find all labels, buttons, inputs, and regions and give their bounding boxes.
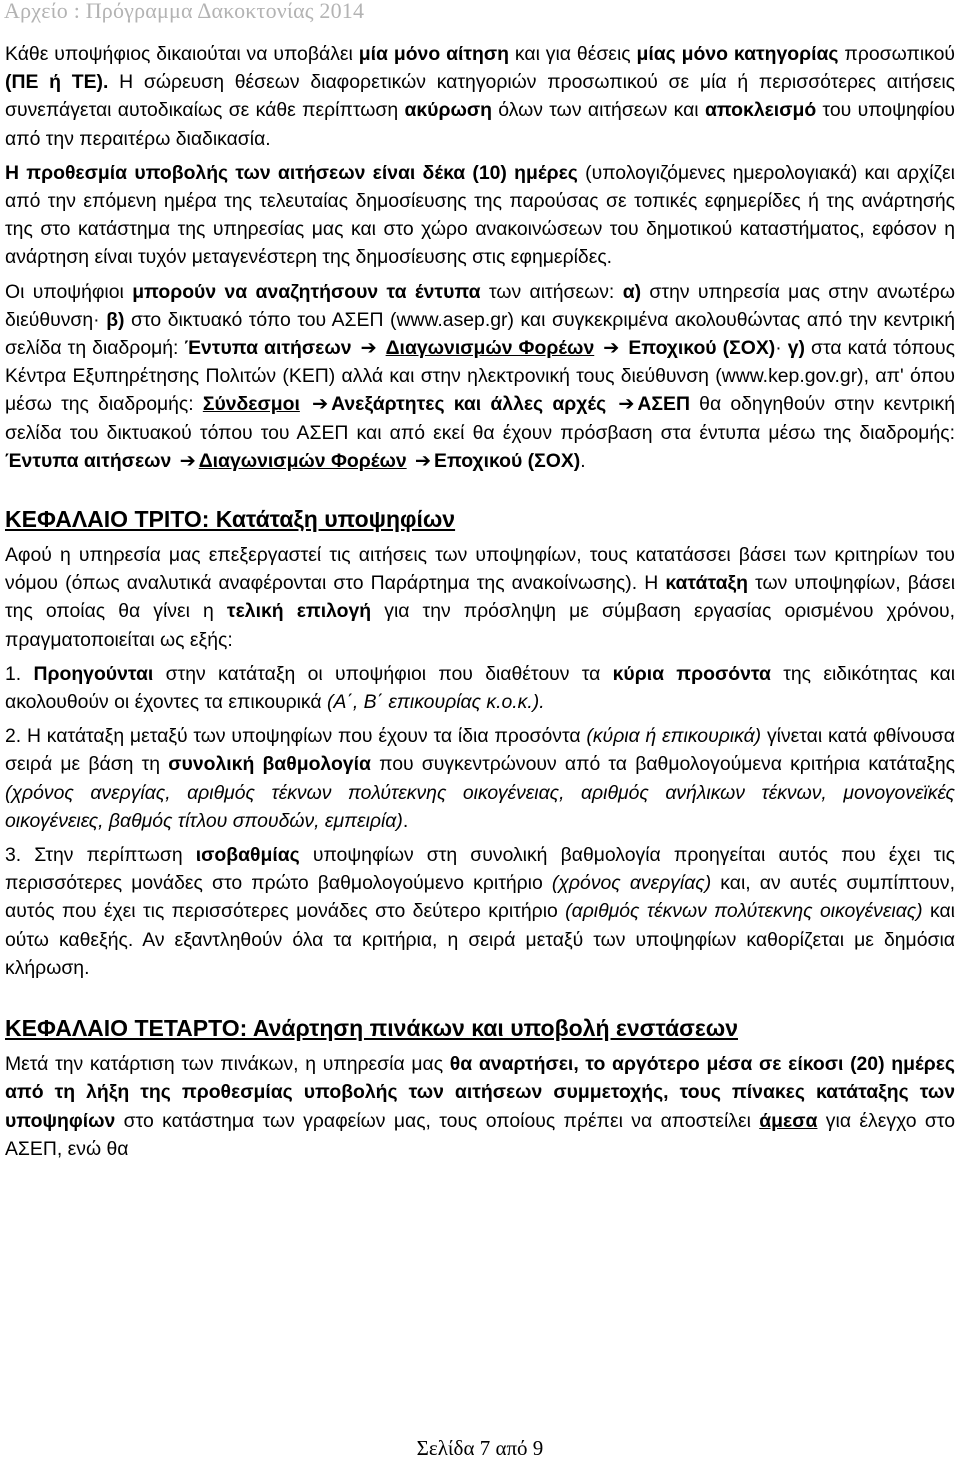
arrow-right-icon: ➔ xyxy=(179,449,196,472)
arrow-right-icon: ➔ xyxy=(618,393,635,416)
page-number-footer: Σελίδα 7 από 9 xyxy=(416,1436,544,1460)
paragraph-application-forms: Οι υποψήφιοι μπορούν να αναζητήσουν τα έντυπα των αιτήσεων: α) στην υπηρεσία μας στην ανωτέρω διεύθυνση· β) στο δικτυακό τόπο του ΑΣΕΠ (www.asep.gr) και συγκεκριμένα ακολουθώντας από την κεντρική σελίδα τη διαδρομή: Έντυπα αιτήσεων ➔ Διαγωνισμών Φορέων ➔ Εποχικού (ΣΟΧ)· γ) στα κατά τόπους Κέντρα Εξυπηρέτησης Πολιτών (ΚΕΠ) αλλά και στην ηλεκτρονική τους διεύθυνση (www.kep.gov.gr), απ' όπου μέσω της διαδρομής: Σύνδεσμοι ➔ Ανεξάρτητες και άλλες αρχές ➔ ΑΣΕΠ θα οδηγηθούν στην κεντρική σελίδα του δικτυακού τόπου του ΑΣΕΠ και από εκεί θα έχουν πρόσβαση στα έντυπα μέσω της διαδρομής: Έντυπα αιτήσεων ➔ Διαγωνισμών Φορέων ➔ Εποχικού (ΣΟΧ). xyxy=(5,278,955,475)
chapter-3-heading: ΚΕΦΑΛΑΙΟ ΤΡΙΤΟ: Κατάταξη υποψηφίων xyxy=(5,506,456,533)
arrow-right-icon: ➔ xyxy=(414,449,432,472)
arrow-right-icon: ➔ xyxy=(603,337,620,360)
document-body xyxy=(5,40,955,1163)
paragraph-single-application: Κάθε υποψήφιος δικαιούται να υποβάλει μία μόνο αίτηση και για θέσεις μίας μόνο κατηγορίας προσωπικού (ΠΕ ή ΤΕ). Η σώρευση θέσεων διαφορετικών κατηγοριών προσωπικού σε μία ή περισσότερες αιτήσεις συνεπάγεται αυτοδικαίως σε κάθε περίπτωση ακύρωση όλων των αιτήσεων και αποκλεισμό του υποψηφίου από την περαιτέρω διαδικασία. xyxy=(5,43,955,150)
ranking-rule-1: 1. Προηγούνται στην κατάταξη οι υποψήφιοι που διαθέτουν τα κύρια προσόντα της ειδικότητας και ακολουθούν οι έχοντες τα επικουρικά (Α΄, Β΄ επικουρίας κ.ο.κ.). xyxy=(5,662,956,714)
ranking-rule-3: 3. Στην περίπτωση ισοβαθμίας υποψηφίων στη συνολική βαθμολογία προηγείται αυτός που έχει τις περισσότερες μονάδες στο πρώτο βαθμολογούμενο κριτήριο (χρόνος ανεργίας) και, αν αυτές συμπίπτουν, αυτός που έχει τις περισσότερες μονάδες στο δεύτερο κριτήριο (αριθμός τέκνων πολύτεκνης οικογένειας) και ούτω καθεξής. Αν εξαντληθούν όλα τα κριτήρια, η σειρά μεταξύ των υποψηφίων καθορίζεται με δημόσια κλήρωση. xyxy=(5,844,955,979)
chapter-4-paragraph: Μετά την κατάρτιση των πινάκων, η υπηρεσία μας θα αναρτήσει, το αργότερο μέσα σε είκοσι (20) ημέρες από τη λήξη της προθεσμίας υποβολής των αιτήσεων συμμετοχής, τους πίνακες κατάταξης των υποψηφίων στο κατάστημα των γραφείων μας, τους οποίους πρέπει να αποστείλει άμεσα για έλεγχο στο ΑΣΕΠ, ενώ θα xyxy=(5,1053,955,1160)
arrow-right-icon: ➔ xyxy=(311,393,329,416)
chapter-4-heading: ΚΕΦΑΛΑΙΟ ΤΕΤΑΡΤΟ: Ανάρτηση πινάκων και υποβολή ενστάσεων xyxy=(5,1015,738,1042)
paragraph-deadline: Η προθεσμία υποβολής των αιτήσεων είναι δέκα (10) ημέρες (υπολογιζόμενες ημερολογιακά) και αρχίζει από την επόμενη ημέρα της τελευταίας δημοσίευσης της παρούσας σε τοπικές εφημερίδες ή της ανάρτησής της στο κατάστημα της υπηρεσίας μας και στο χώρο ανακοινώσεων του δημοτικού καταστήματος, εφόσον η ανάρτηση είναι τυχόν μεταγενέστερη της δημοσίευσης στις εφημερίδες. xyxy=(5,161,955,269)
chapter-3-intro: Αφού η υπηρεσία μας επεξεργαστεί τις αιτήσεις των υποψηφίων, τους κατατάσσει βάσει των κριτηρίων του νόμου (όπως αναλυτικά αναφέρονται στο Παράρτημα της ανακοίνωσης). Η κατάταξη των υποψηφίων, βάσει της οποίας θα γίνει η τελική επιλογή για την πρόσληψη με σύμβαση εργασίας ορισμένου χρόνου, πραγματοποιείται ως εξής: xyxy=(5,544,956,651)
arrow-right-icon: ➔ xyxy=(360,337,377,360)
header-watermark: Αρχείο : Πρόγραμμα Δακοκτονίας 2014 xyxy=(4,0,365,23)
ranking-rule-2: 2. Η κατάταξη μεταξύ των υποψηφίων που έχουν τα ίδια προσόντα (κύρια ή επικουρικά) γίνεται κατά φθίνουσα σειρά με βάση τη συνολική βαθμολογία που συγκεντρώνουν από τα βαθμολογούμενα κριτήρια κατάταξης (χρόνος ανεργίας, αριθμός τέκνων πολύτεκνης οικογένειας, αριθμός ανήλικων τέκνων, μονογονεϊκές οικογένειες, βαθμός τίτλου σπουδών, εμπειρία). xyxy=(5,725,955,832)
